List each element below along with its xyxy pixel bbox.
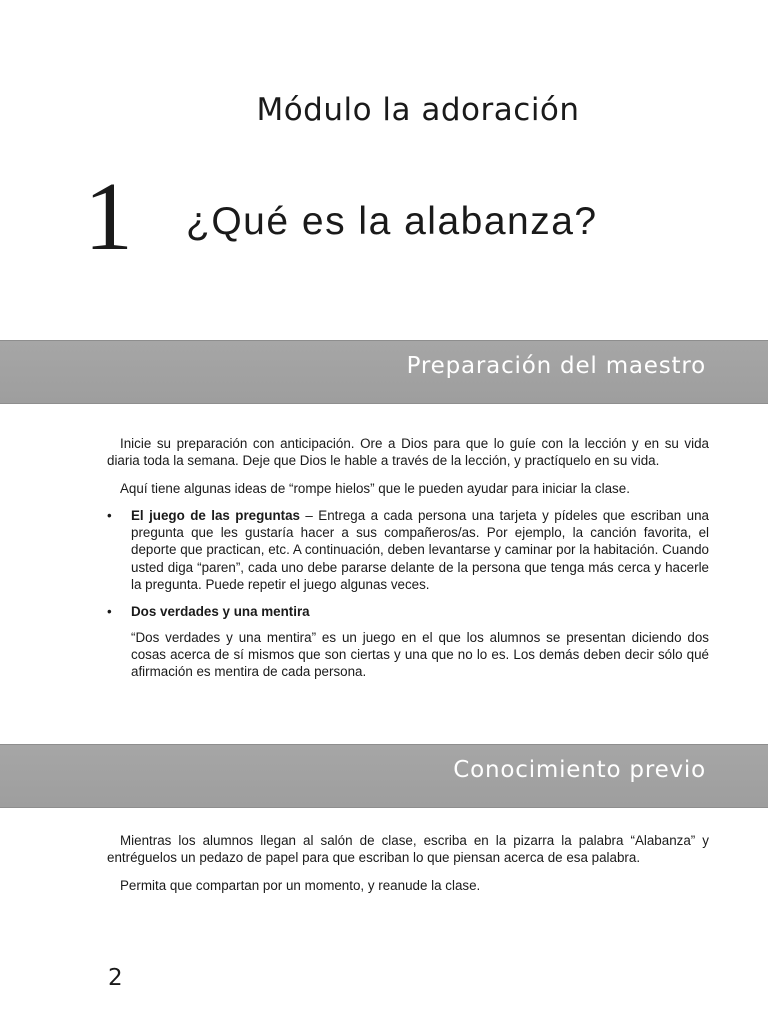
- teacher-preparation-section: [107, 435, 709, 691]
- paragraph: Mientras los alumnos llegan al salón de clase, escriba en la pizarra la palabra “Alabanza” y entréguelos un pedazo de papel para que escriban lo que piensan acerca de esa palabra.: [107, 833, 709, 866]
- section-heading-band: [0, 340, 768, 404]
- list-item-title: El juego de las preguntas: [131, 507, 301, 523]
- section-heading-band: [0, 744, 768, 808]
- paragraph: Inicie su preparación con anticipación. Ore a Dios para que lo guíe con la lección y en su vida diaria toda la semana. Deje que Dios le hable a través de la lección, y practíquelo en su vida.: [107, 436, 709, 469]
- list-item: [107, 603, 709, 680]
- section-heading: Conocimiento previo: [453, 757, 706, 783]
- list-item-text: – Entrega a cada persona una tarjeta y pídeles que escriban una pregunta que les gustaría hacer a sus compañeros/as. Por ejemplo, la canción favorita, el deporte que practican, etc. A continuación, deben levantarse y caminar por la habitación. Cuando usted diga “paren”, cada uno debe pararse delante de la persona que tenga más cerca y hacerle la pregunta. Puede repetir el juego algunas veces.: [131, 507, 709, 593]
- icebreaker-list: [107, 507, 709, 681]
- bullet-icon: •: [107, 604, 112, 620]
- lesson-number: 1: [84, 163, 133, 271]
- list-item-title: Dos verdades y una mentira: [131, 604, 310, 620]
- paragraph: Aquí tiene algunas ideas de “rompe hielos” que le pueden ayudar para iniciar la clase.: [120, 480, 630, 496]
- bullet-icon: •: [107, 507, 112, 523]
- prior-knowledge-section: [107, 832, 709, 904]
- paragraph: Permita que compartan por un momento, y reanude la clase.: [120, 877, 481, 893]
- section-heading: Preparación del maestro: [406, 353, 706, 379]
- list-item: [107, 507, 709, 593]
- page-number: 2: [108, 965, 123, 991]
- module-title: Módulo la adoración: [256, 92, 580, 128]
- lesson-title: ¿Qué es la alabanza?: [186, 200, 598, 243]
- list-item-detail: “Dos verdades y una mentira” es un juego en el que los alumnos se presentan diciendo dos cosas acerca de sí mismos que son ciertas y una que no lo es. Los demás deben decir sólo qué afirmación es mentira de cada persona.: [131, 629, 709, 680]
